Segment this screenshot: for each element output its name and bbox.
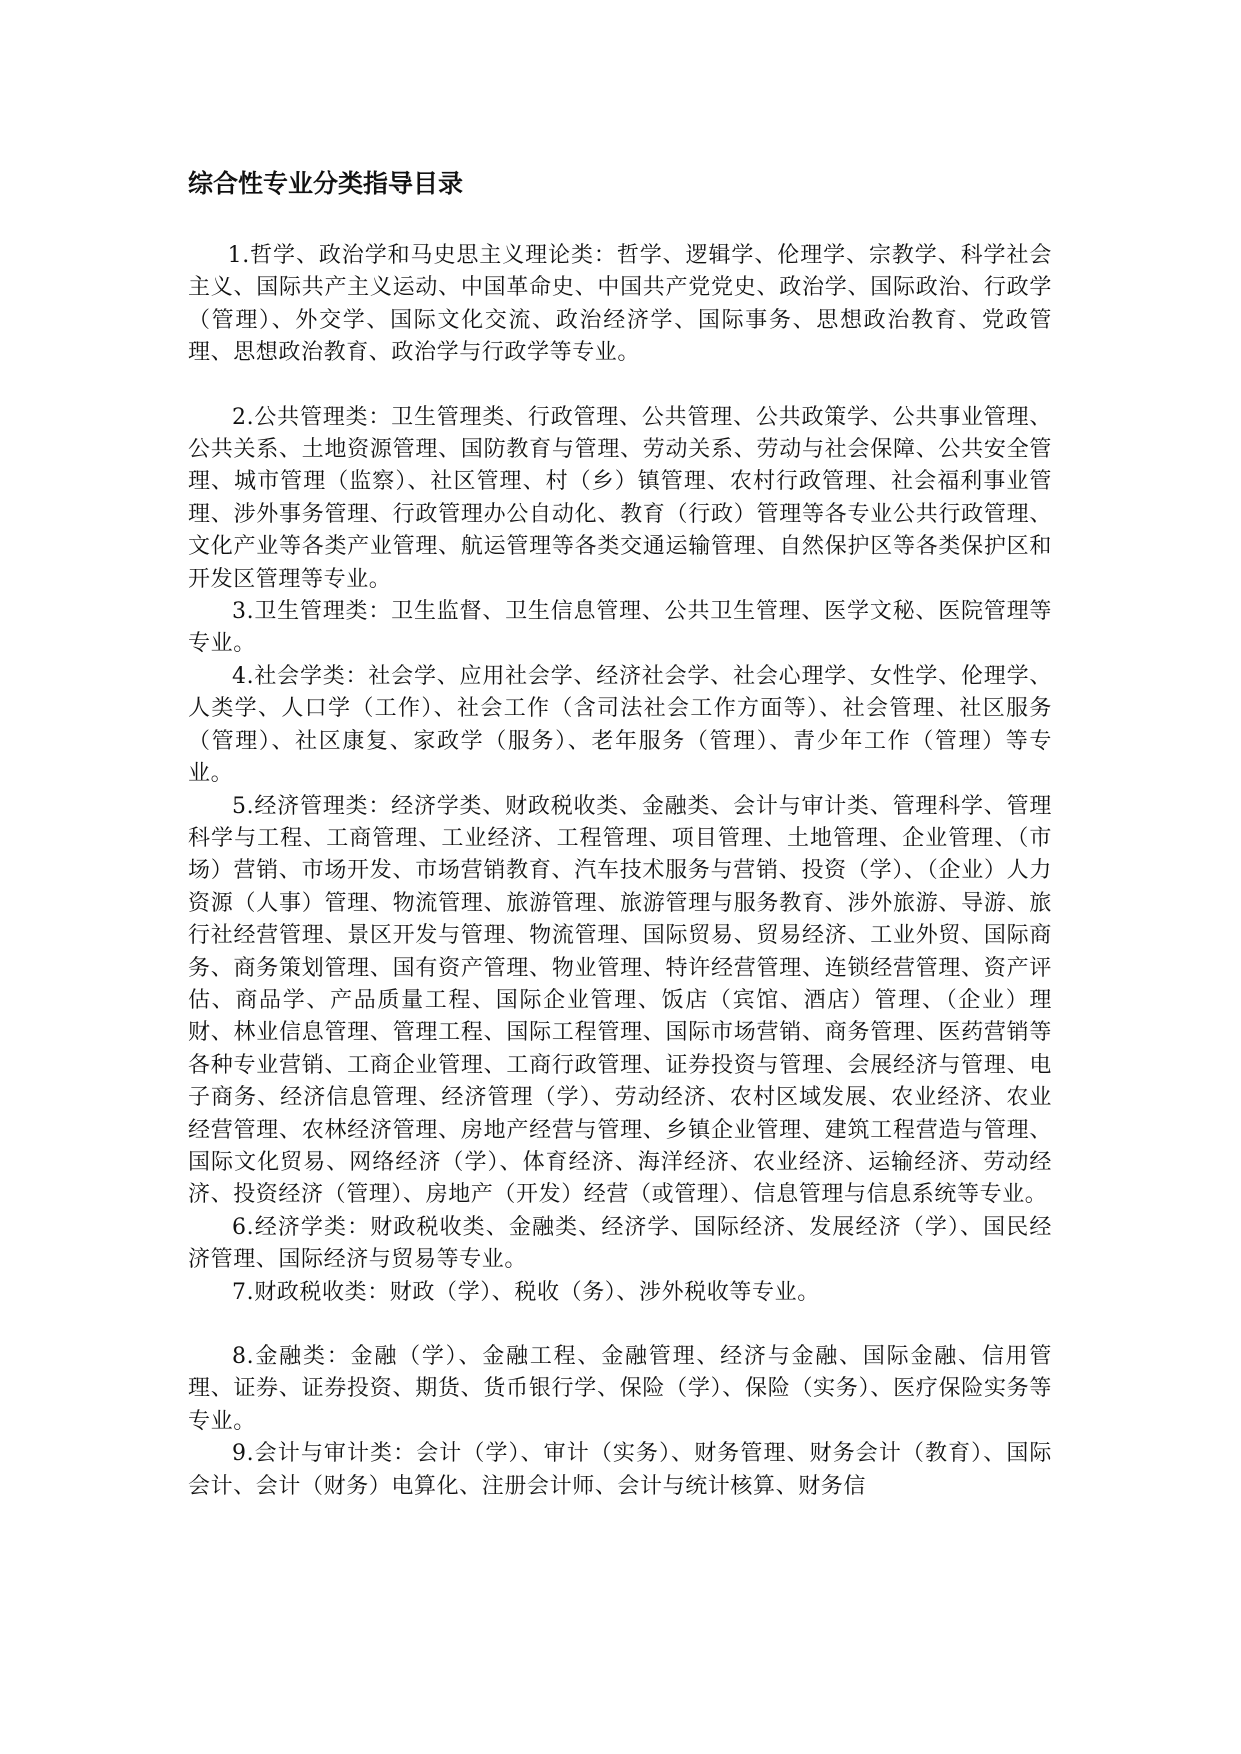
paragraph-9: 9.会计与审计类：会计（学）、审计（实务）、财务管理、财务会计（教育）、国际会计、会计（财务）电算化、注册会计师、会计与统计核算、财务信 <box>188 1441 1052 1499</box>
paragraph-5: 5.经济管理类：经济学类、财政税收类、金融类、会计与审计类、管理科学、管理科学与工程、工商管理、工业经济、工程管理、项目管理、土地管理、企业管理、（市场）营销、市场开发、市场营销教育、汽车技术服务与营销、投资（学）、（企业）人力资源（人事）管理、物流管理、旅游管理、旅游管理与服务教育、涉外旅游、导游、旅行社经营管理、景区开发与管理、物流管理、国际贸易、贸易经济、工业外贸、国际商务、商务策划管理、国有资产管理、物业管理、特许经营管理、连锁经营管理、资产评估、商品学、产品质量工程、国际企业管理、饭店（宾馆、酒店）管理、（企业）理财、林业信息管理、管理工程、国际工程管理、国际市场营销、商务管理、医药营销等各种专业营销、工商企业管理、工商行政管理、证券投资与管理、会展经济与管理、电子商务、经济信息管理、经济管理（学）、劳动经济、农村区域发展、农业经济、农业经营管理、农林经济管理、房地产经营与管理、乡镇企业管理、建筑工程营造与管理、国际文化贸易、网络经济（学）、体育经济、海洋经济、农业经济、运输经济、劳动经济、投资经济（管理）、房地产（开发）经营（或管理）、信息管理与信息系统等专业。 <box>188 793 1052 1208</box>
paragraph-1: 1.哲学、政治学和马史思主义理论类：哲学、逻辑学、伦理学、宗教学、科学社会主义、国际共产主义运动、中国革命史、中国共产党党史、政治学、国际政治、行政学（管理）、外交学、国际文化交流、政治经济学、国际事务、思想政治教育、党政管理、思想政治教育、政治学与行政学等专业。 <box>188 243 1052 366</box>
document-title: 综合性专业分类指导目录 <box>188 169 464 198</box>
paragraph-3: 3.卫生管理类：卫生监督、卫生信息管理、公共卫生管理、医学文秘、医院管理等专业。 <box>188 599 1052 657</box>
paragraph-4: 4.社会学类：社会学、应用社会学、经济社会学、社会心理学、女性学、伦理学、人类学、人口学（工作）、社会工作（含司法社会工作方面等）、社会管理、社区服务（管理）、社区康复、家政学（服务）、老年服务（管理）、青少年工作（管理）等专业。 <box>188 663 1052 787</box>
paragraph-6: 6.经济学类：财政税收类、金融类、经济学、国际经济、发展经济（学）、国民经济管理、国际经济与贸易等专业。 <box>188 1214 1052 1273</box>
paragraph-7: 7.财政税收类：财政（学）、税收（务）、涉外税收等专业。 <box>232 1279 820 1305</box>
document-body <box>188 240 1052 1503</box>
paragraph-2: 2.公共管理类：卫生管理类、行政管理、公共管理、公共政策学、公共事业管理、公共关系、土地资源管理、国防教育与管理、劳动关系、劳动与社会保障、公共安全管理、城市管理（监察）、社区管理、村（乡）镇管理、农村行政管理、社会福利事业管理、涉外事务管理、行政管理办公自动化、教育（行政）管理等各专业公共行政管理、文化产业等各类产业管理、航运管理等各类交通运输管理、自然保护区等各类保护区和开发区管理等专业。 <box>188 404 1052 592</box>
paragraph-8: 8.金融类：金融（学）、金融工程、金融管理、经济与金融、国际金融、信用管理、证券、证券投资、期货、货币银行学、保险（学）、保险（实务）、医疗保险实务等专业。 <box>188 1344 1052 1434</box>
